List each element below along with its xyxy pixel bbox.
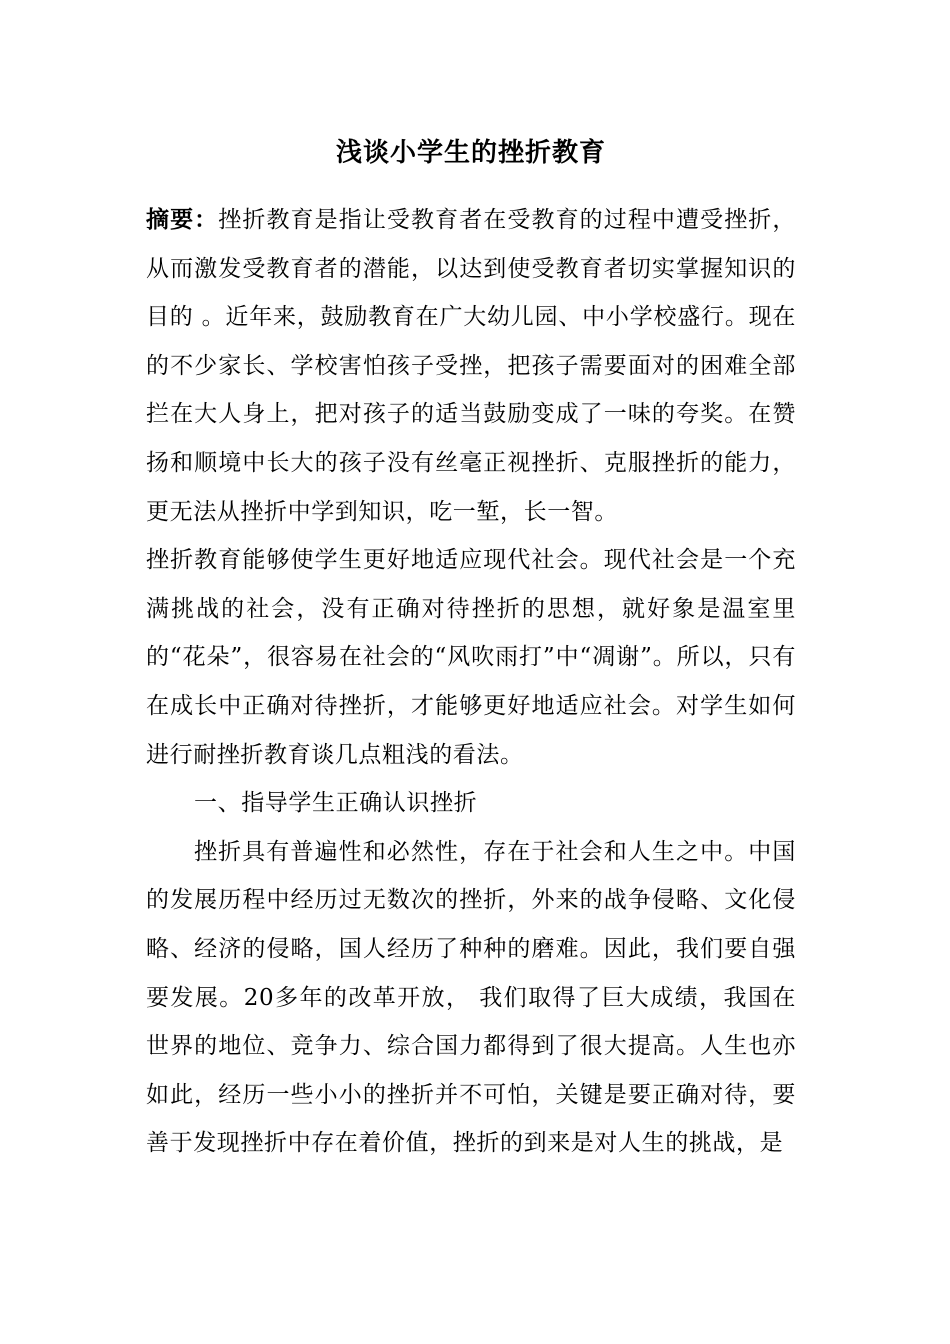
abstract-label: 摘要： (146, 207, 219, 233)
page-title: 浅谈小学生的挫折教育 (335, 138, 606, 168)
section-heading: 一、指导学生正确认识挫折 (194, 790, 478, 817)
abstract-text: 挫折教育是指让受教育者在受教育的过程中遭受挫折，从而激发受教育者的潜能，以达到使受教育者切实掌握知识的目的 。近年来，鼓励教育在广大幼儿园、中小学校盛行。现在的不少家长、学校害怕孩子受挫，把孩子需要面对的困难全部拦在大人身上，把对孩子的适当鼓励变成了一味的夸奖。在赞扬和顺境中长大的孩子没有丝毫正视挫折、克服挫折的能力，更无法从挫折中学到知识，吃一堑，长一智。 (146, 207, 796, 525)
section-paragraph: 挫折具有普遍性和必然性，存在于社会和人生之中。中国的发展历程中经历过无数次的挫折，外来的战争侵略、文化侵略、经济的侵略，国人经历了种种的磨难。因此，我们要自强要发展。20多年的改革开放， 我们取得了巨大成绩，我国在世界的地位、竞争力、综合国力都得到了很大提高。人生也亦如此，经历一些小小的挫折并不可怕，关键是要正确对待，要善于发现挫折中存在着价值，挫折的到来是对人生的挑战，是 (146, 838, 796, 1157)
document-body (146, 128, 796, 1168)
intro-paragraph: 挫折教育能够使学生更好地适应现代社会。现代社会是一个充满挑战的社会，没有正确对待挫折的思想，就好象是温室里的“花朵”，很容易在社会的“风吹雨打”中“凋谢”。所以，只有在成长中正确对待挫折，才能够更好地适应社会。对学生如何进行耐挫折教育谈几点粗浅的看法。 (146, 547, 796, 768)
abstract-paragraph (146, 196, 796, 536)
